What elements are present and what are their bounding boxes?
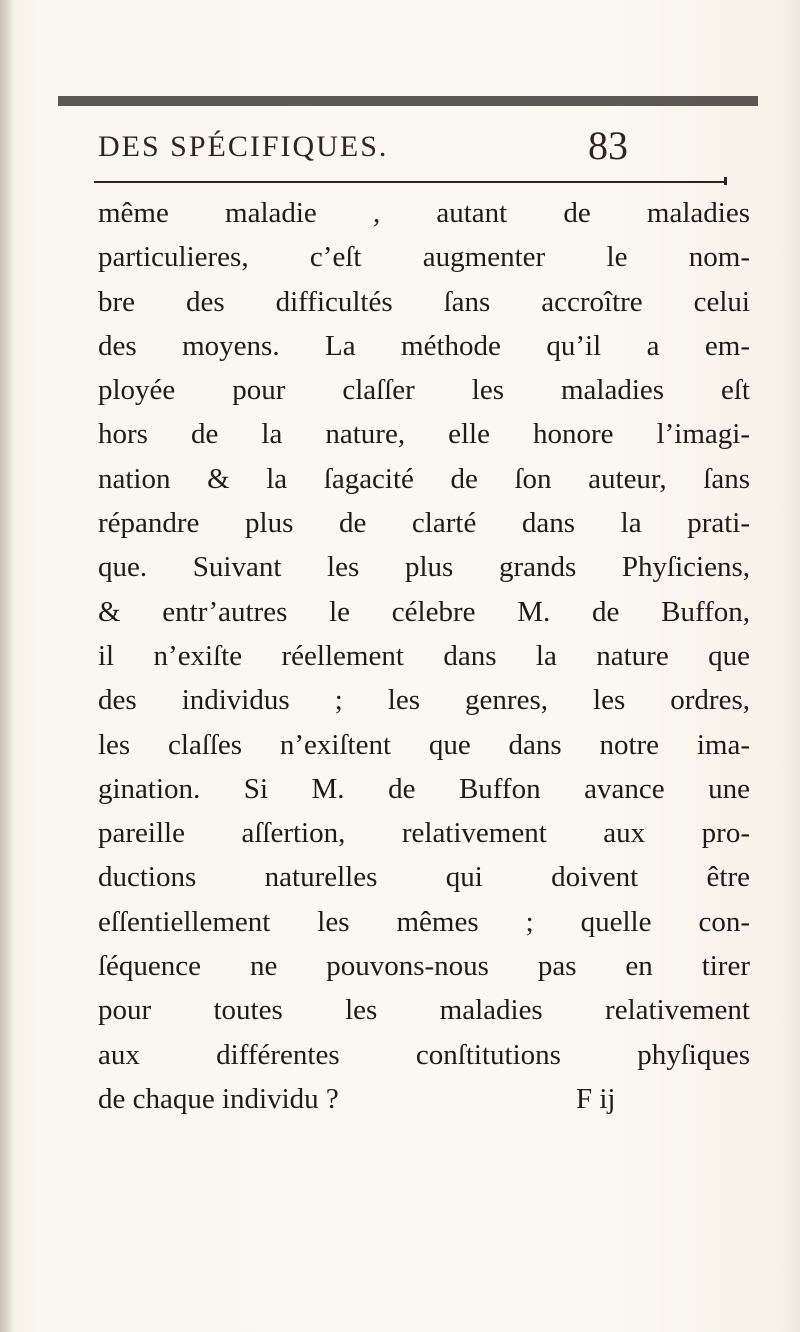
text-line: aux différentes conſtitutions phyſiques [98, 1038, 750, 1071]
text-line: nation & la ſagacité de ſon auteur, ſans [98, 462, 750, 495]
head-rule [94, 181, 726, 183]
text-line: particulieres, c’eſt augmenter le nom- [98, 241, 750, 274]
text-line: des moyens. La méthode qu’il a em- [98, 329, 750, 362]
text-line: il n’exiſte réellement dans la nature que [98, 639, 750, 672]
text-line: répandre plus de clarté dans la prati- [98, 507, 750, 540]
text-line: même maladie , autant de maladies [98, 197, 750, 229]
text-line: que. Suivant les plus grands Phyſiciens, [98, 551, 750, 584]
signature-mark: F ij [576, 1082, 616, 1115]
text-line: ductions naturelles qui doivent être [98, 861, 750, 894]
text-line: hors de la nature, elle honore l’imagi- [98, 418, 750, 451]
text-line: bre des difficultés ſans accroître celui [98, 285, 750, 318]
last-text-line: de chaque individu ? [98, 1082, 339, 1115]
text-line: ſéquence ne pouvons-nous pas en tirer [98, 950, 750, 983]
text-line: & entr’autres le célebre M. de Buffon, [98, 595, 750, 628]
text-line: gination. Si M. de Buffon avance une [98, 772, 750, 805]
text-line: des individus ; les genres, les ordres, [98, 684, 750, 717]
text-line: ployée pour claſſer les maladies eſt [98, 374, 750, 407]
text-line: eſſentiellement les mêmes ; quelle con- [98, 905, 750, 938]
text-line: les claſſes n’exiſtent que dans notre ima- [98, 728, 750, 761]
body-text [98, 191, 750, 1121]
running-title: DES SPÉCIFIQUES. [98, 130, 389, 163]
last-line-row [98, 1077, 750, 1121]
running-head [98, 123, 668, 170]
text-line: pour toutes les maladies relativement [98, 994, 750, 1027]
text-line: pareille aſſertion, relativement aux pro- [98, 817, 750, 850]
page-number: 83 [588, 123, 628, 168]
top-bleed-rule [58, 96, 758, 106]
binding-shadow [0, 0, 14, 1332]
head-rule-end [724, 177, 727, 185]
